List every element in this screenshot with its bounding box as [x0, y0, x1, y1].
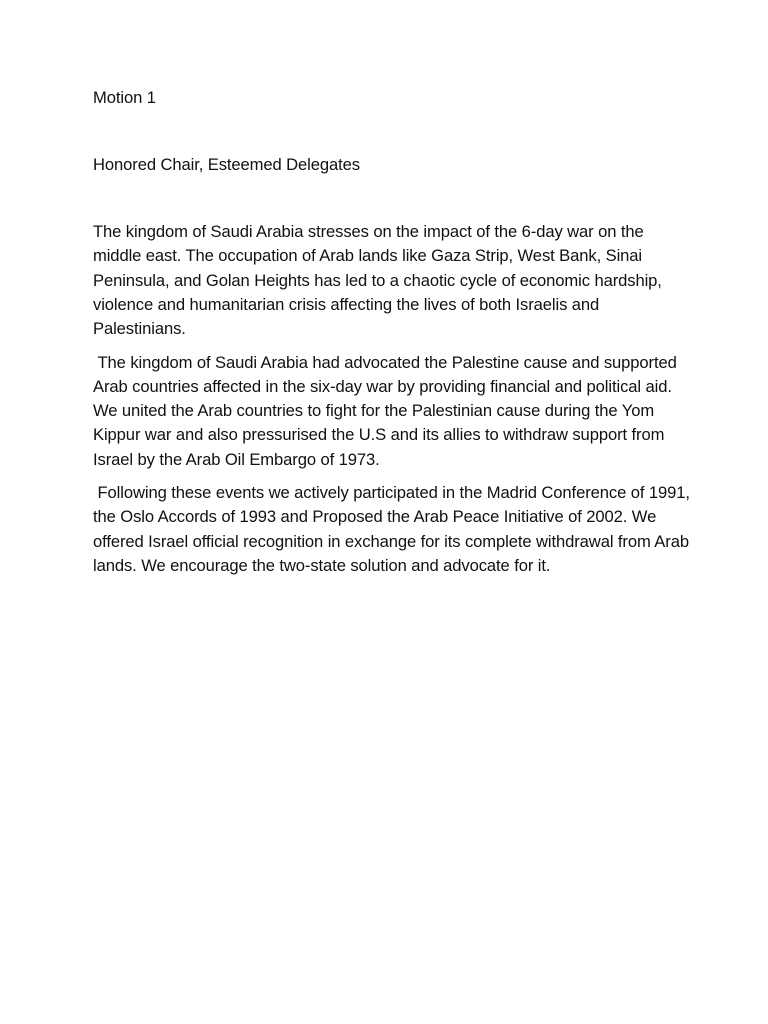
body-paragraph: Following these events we actively participated in the Madrid Conference of 1991, the Oslo Accords of 1993 and Proposed the Arab Peace Initiative of 2002. We offered Israel official recognition in exchange for its complete withdrawal from Arab lands. We encourage the two-state solution and advocate for it.: [93, 483, 695, 575]
salutation: Honored Chair, Esteemed Delegates: [93, 155, 360, 174]
body-paragraph: The kingdom of Saudi Arabia stresses on the impact of the 6-day war on the middle east. The occupation of Arab lands like Gaza Strip, West Bank, Sinai Peninsula, and Golan Heights has led to a chaotic cycle of economic hardship, violence and humanitarian crisis affecting the lives of both Israelis and Palestinians.: [93, 222, 667, 339]
body-paragraph: The kingdom of Saudi Arabia had advocated the Palestine cause and supported Arab countries affected in the six-day war by providing financial and political aid. We united the Arab countries to fight for the Palestinian cause during the Yom Kippur war and also pressurised the U.S and its allies to withdraw support from Israel by the Arab Oil Embargo of 1973.: [93, 352, 681, 469]
document-title: Motion 1: [93, 88, 156, 107]
document-body: [93, 86, 693, 578]
